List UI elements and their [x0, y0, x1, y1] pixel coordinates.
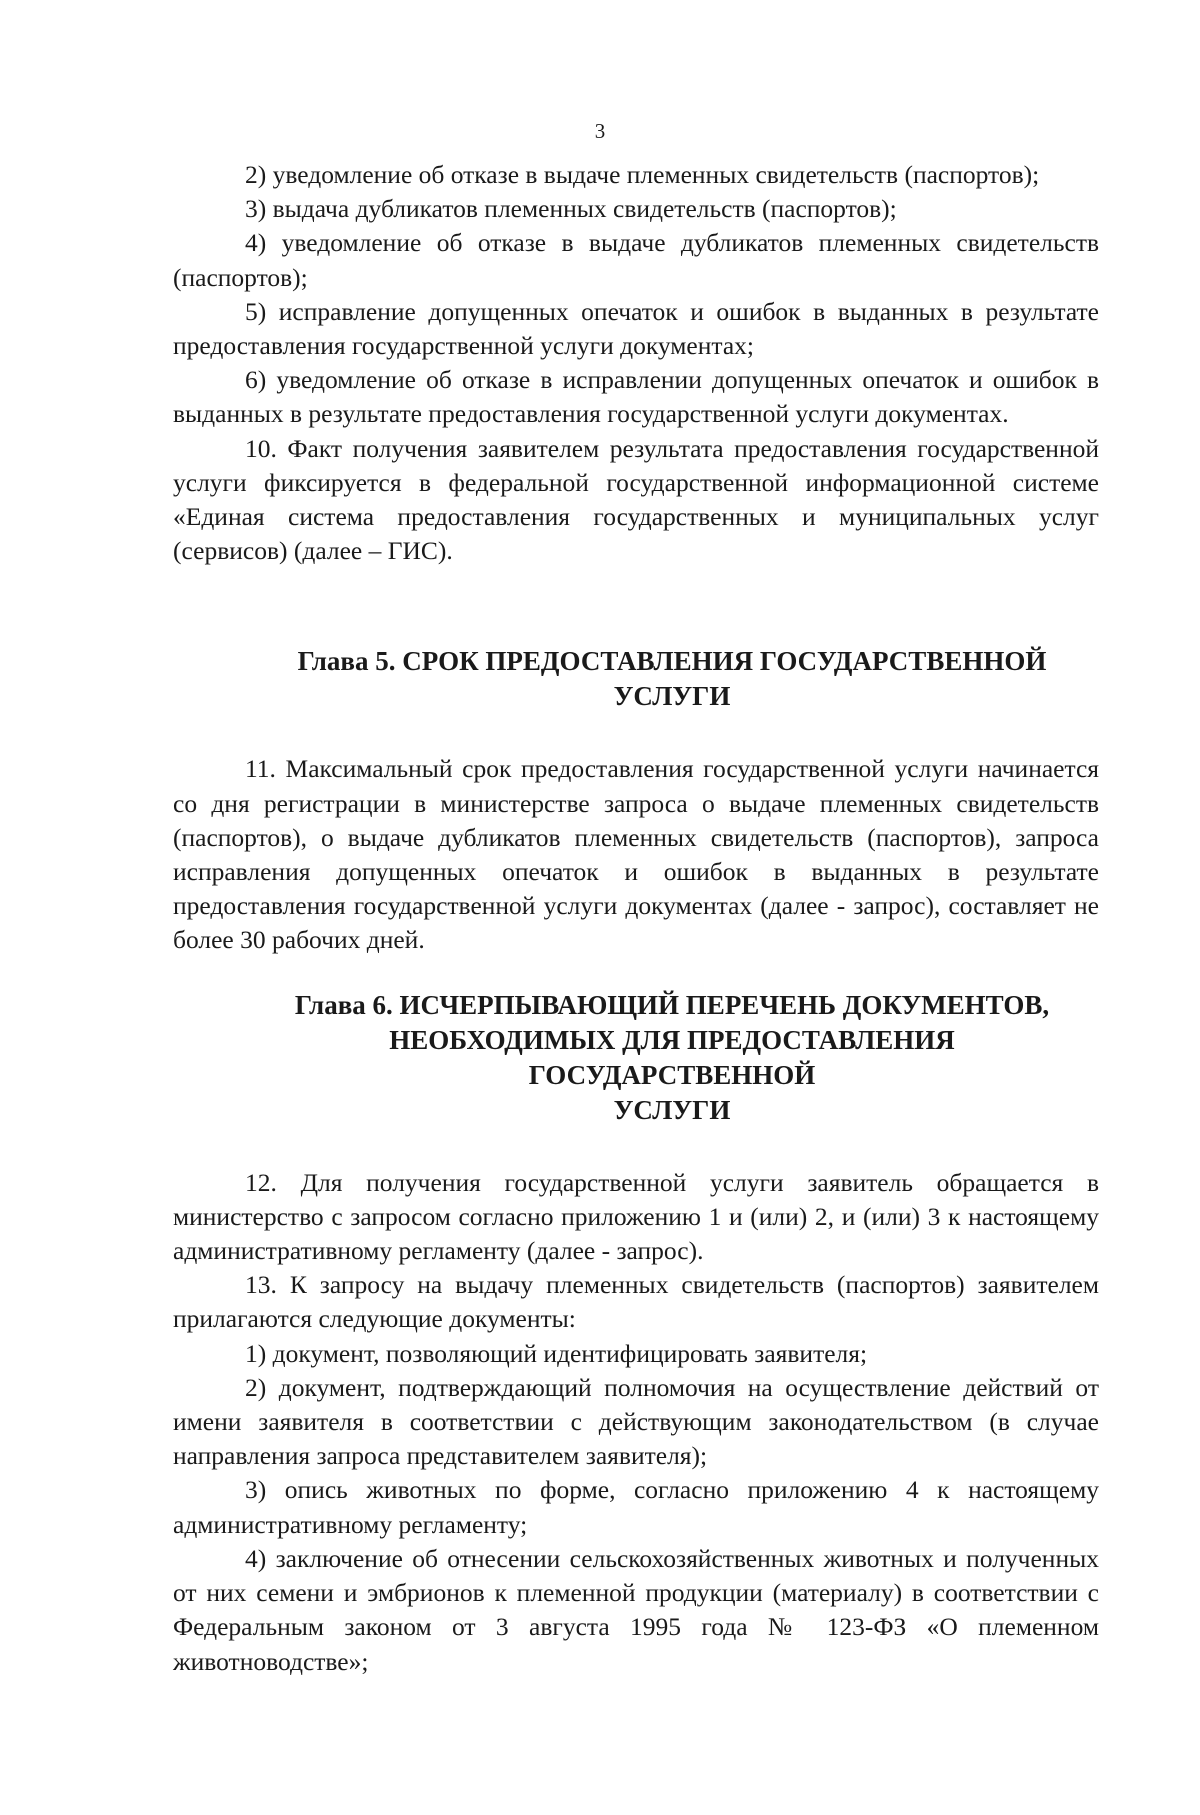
- chapter-6-heading: [173, 988, 1099, 1128]
- chapter-6-heading-line-3: УСЛУГИ: [613, 1094, 731, 1125]
- paragraph-13-item-2: 2) документ, подтверждающий полномочия на осуществление действий от имени заявителя в соответствии с действующим законодательством (в случае направления запроса представителем заявителя);: [173, 1372, 1099, 1471]
- chapter-6-heading-line-2: НЕОБХОДИМЫХ ДЛЯ ПРЕДОСТАВЛЕНИЯ ГОСУДАРСТВЕННОЙ: [389, 1024, 955, 1090]
- paragraph-item-2: 2) уведомление об отказе в выдаче племенных свидетельств (паспортов);: [245, 160, 1040, 189]
- paragraph-13: 13. К запросу на выдачу племенных свидетельств (паспортов) заявителем прилагаются следующие документы:: [173, 1270, 1099, 1334]
- paragraph-13-item-1: 1) документ, позволяющий идентифицировать заявителя;: [245, 1338, 868, 1368]
- page-number: 3: [594, 119, 606, 143]
- document-body: [173, 158, 1099, 1679]
- paragraph-item-4: 4) уведомление об отказе в выдаче дубликатов племенных свидетельств (паспортов);: [173, 228, 1099, 292]
- paragraph-10: 10. Факт получения заявителем результата предоставления государственной услуги фиксируется в федеральной государственной информационной системе «Единая система предоставления государственных и муниципальных услуг (сервисов) (далее – ГИС).: [173, 433, 1099, 566]
- paragraph-13-item-3: 3) опись животных по форме, согласно приложению 4 к настоящему административному регламенту;: [173, 1475, 1099, 1539]
- paragraph-13-item-4: 4) заключение об отнесении сельскохозяйственных животных и полученных от них семени и эмбрионов к племенной продукции (материалу) в соответствии с Федеральным законом от 3 августа 1995 года № 123-ФЗ «О племенном животноводстве»;: [173, 1543, 1099, 1676]
- chapter-5-heading-line-2: УСЛУГИ: [613, 681, 731, 712]
- paragraph-11: 11. Максимальный срок предоставления государственной услуги начинается со дня регистрации в министерстве запроса о выдаче племенных свидетельств (паспортов), о выдаче дубликатов племенных свидетельств (паспортов), запроса исправления допущенных опечаток и ошибок в выданных в результате предоставления государственной услуги документах (далее - запрос), составляет не более 30 рабочих дней.: [173, 754, 1099, 955]
- paragraph-item-6: 6) уведомление об отказе в исправлении допущенных опечаток и ошибок в выданных в результате предоставления государственной услуги документах.: [173, 365, 1099, 429]
- paragraph-item-5: 5) исправление допущенных опечаток и ошибок в выданных в результате предоставления государственной услуги документах;: [173, 296, 1099, 361]
- chapter-5-heading-line-1: Глава 5. СРОК ПРЕДОСТАВЛЕНИЯ ГОСУДАРСТВЕННОЙ: [297, 646, 1047, 677]
- paragraph-item-3: 3) выдача дубликатов племенных свидетельств (паспортов);: [245, 194, 897, 224]
- paragraph-12: 12. Для получения государственной услуги заявитель обращается в министерство с запросом согласно приложению 1 и (или) 2, и (или) 3 к настоящему административному регламенту (далее - запрос).: [173, 1167, 1099, 1266]
- chapter-6-heading-line-1: Глава 6. ИСЧЕРПЫВАЮЩИЙ ПЕРЕЧЕНЬ ДОКУМЕНТОВ,: [294, 989, 1050, 1020]
- chapter-5-heading: [173, 644, 1099, 714]
